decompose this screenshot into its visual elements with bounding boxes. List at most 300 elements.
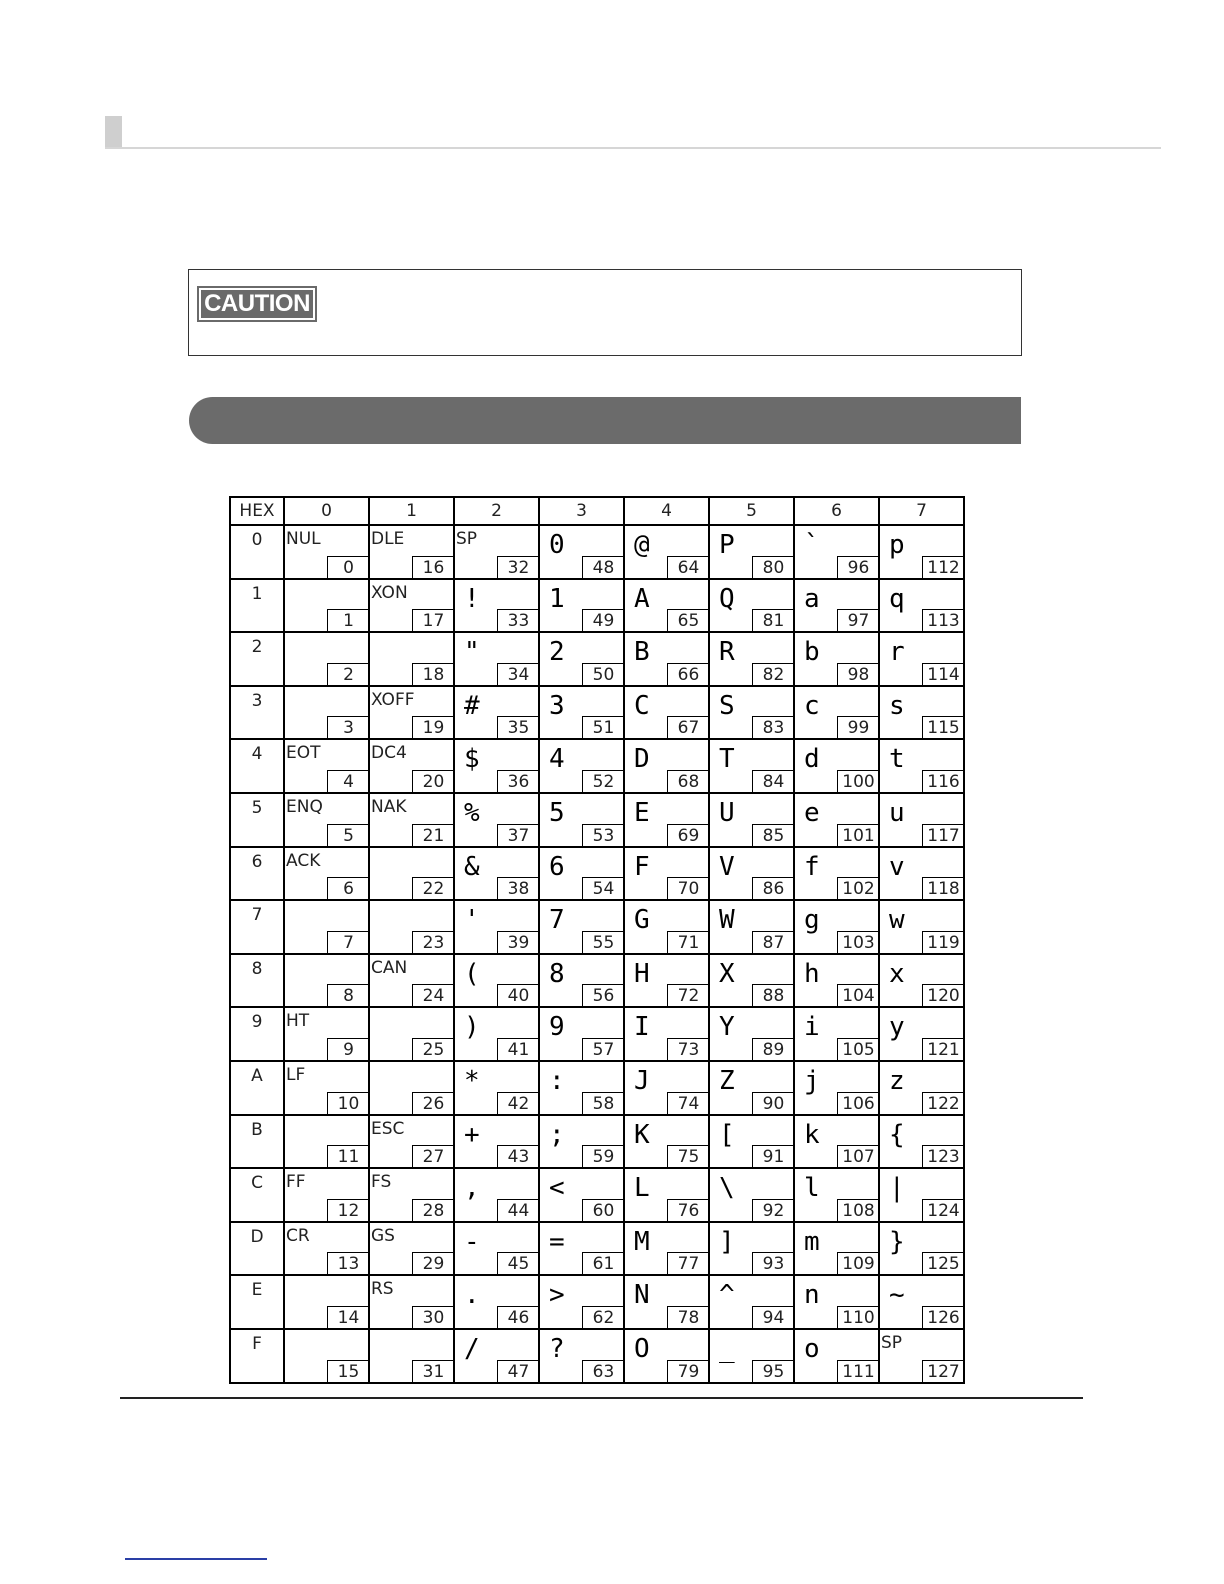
decimal-code: 61 <box>582 1252 624 1275</box>
char-cell <box>284 1007 369 1061</box>
char-cell <box>709 793 794 847</box>
decimal-code: 92 <box>752 1199 794 1222</box>
decimal-code: 30 <box>412 1306 454 1329</box>
char-glyph: # <box>464 690 480 721</box>
decimal-code: 87 <box>752 931 794 954</box>
decimal-code: 8 <box>327 984 369 1007</box>
decimal-code: 93 <box>752 1252 794 1275</box>
char-glyph: 5 <box>549 797 565 828</box>
control-code-name: GS <box>371 1225 395 1246</box>
column-header: 7 <box>879 497 964 525</box>
decimal-code: 110 <box>837 1306 879 1329</box>
decimal-code: 10 <box>327 1092 369 1115</box>
char-cell <box>624 1168 709 1222</box>
char-glyph: o <box>804 1333 820 1364</box>
char-cell <box>284 1275 369 1329</box>
decimal-code: 25 <box>412 1038 454 1061</box>
char-glyph: D <box>634 744 650 775</box>
char-cell <box>794 579 879 633</box>
char-cell <box>284 686 369 740</box>
column-header: 3 <box>539 497 624 525</box>
decimal-code: 98 <box>837 663 879 686</box>
decimal-code: 31 <box>412 1360 454 1383</box>
char-glyph: T <box>719 744 735 775</box>
decimal-code: 17 <box>412 609 454 632</box>
char-cell <box>284 1061 369 1115</box>
char-cell <box>539 793 624 847</box>
decimal-code: 74 <box>667 1092 709 1115</box>
decimal-code: 26 <box>412 1092 454 1115</box>
char-cell <box>284 1115 369 1169</box>
char-cell <box>624 1329 709 1383</box>
row-hex-label: 5 <box>230 793 284 847</box>
row-hex-label: 7 <box>230 900 284 954</box>
row-hex-label: E <box>230 1275 284 1329</box>
control-code-name: DLE <box>371 529 405 549</box>
char-glyph: w <box>889 905 905 936</box>
control-code-name: XOFF <box>371 689 415 710</box>
char-cell <box>879 1275 964 1329</box>
decimal-code: 66 <box>667 663 709 686</box>
row-hex-label: B <box>230 1115 284 1169</box>
char-glyph: x <box>889 958 905 989</box>
control-code-name: HT <box>286 1011 310 1032</box>
decimal-code: 96 <box>837 556 879 579</box>
decimal-code: 56 <box>582 984 624 1007</box>
char-glyph: g <box>804 905 820 936</box>
char-cell <box>284 900 369 954</box>
footer-rule <box>120 1397 1083 1399</box>
decimal-code: 28 <box>412 1199 454 1222</box>
char-glyph: V <box>719 851 735 882</box>
char-cell <box>624 632 709 686</box>
char-glyph: m <box>804 1226 820 1257</box>
char-glyph: [ <box>719 1119 735 1150</box>
control-code-name: XON <box>371 582 408 603</box>
char-cell <box>624 847 709 901</box>
char-glyph: $ <box>464 744 480 775</box>
char-glyph: s <box>889 690 905 721</box>
char-cell <box>284 739 369 793</box>
char-cell <box>624 579 709 633</box>
char-glyph: ] <box>719 1226 735 1257</box>
decimal-code: 124 <box>922 1199 964 1222</box>
char-cell <box>369 632 454 686</box>
decimal-code: 65 <box>667 609 709 632</box>
char-glyph: ! <box>464 583 480 614</box>
decimal-code: 126 <box>922 1306 964 1329</box>
decimal-code: 127 <box>922 1360 964 1383</box>
char-cell <box>284 1168 369 1222</box>
decimal-code: 118 <box>922 877 964 900</box>
decimal-code: 3 <box>327 716 369 739</box>
char-glyph: p <box>889 530 905 560</box>
char-glyph: n <box>804 1280 820 1311</box>
char-cell <box>624 686 709 740</box>
char-glyph: ; <box>549 1119 565 1150</box>
char-cell <box>709 954 794 1008</box>
hex-corner-header: HEX <box>230 497 284 525</box>
char-cell <box>284 793 369 847</box>
char-cell <box>879 1222 964 1276</box>
char-cell <box>284 1329 369 1383</box>
char-cell <box>794 1115 879 1169</box>
char-cell <box>284 954 369 1008</box>
decimal-code: 4 <box>327 770 369 793</box>
char-glyph: R <box>719 637 735 668</box>
char-cell <box>624 1275 709 1329</box>
decimal-code: 125 <box>922 1252 964 1275</box>
row-hex-label: 8 <box>230 954 284 1008</box>
table-row <box>230 1329 964 1383</box>
table-row <box>230 1115 964 1169</box>
row-hex-label: 4 <box>230 739 284 793</box>
decimal-code: 78 <box>667 1306 709 1329</box>
char-cell <box>539 1222 624 1276</box>
decimal-code: 122 <box>922 1092 964 1115</box>
char-cell <box>454 793 539 847</box>
decimal-code: 33 <box>497 609 539 632</box>
header-rule <box>105 147 1161 149</box>
char-glyph: 1 <box>549 583 565 614</box>
decimal-code: 99 <box>837 716 879 739</box>
char-cell <box>624 793 709 847</box>
char-cell <box>709 1222 794 1276</box>
char-glyph: l <box>804 1173 820 1204</box>
char-cell <box>539 632 624 686</box>
decimal-code: 21 <box>412 824 454 847</box>
decimal-code: 44 <box>497 1199 539 1222</box>
char-cell <box>284 847 369 901</box>
char-glyph: & <box>464 851 480 882</box>
char-glyph: v <box>889 851 905 882</box>
char-glyph: c <box>804 690 820 721</box>
char-glyph: . <box>464 1280 480 1311</box>
control-code-name: LF <box>286 1064 306 1085</box>
char-glyph: X <box>719 958 735 989</box>
char-glyph: H <box>634 958 650 989</box>
char-cell <box>539 1275 624 1329</box>
decimal-code: 63 <box>582 1360 624 1383</box>
char-cell <box>369 1275 454 1329</box>
char-cell <box>709 686 794 740</box>
decimal-code: 111 <box>837 1360 879 1383</box>
char-glyph: b <box>804 637 820 668</box>
char-cell <box>454 632 539 686</box>
char-cell <box>879 1115 964 1169</box>
char-cell <box>539 1168 624 1222</box>
control-code-name: NUL <box>286 529 321 549</box>
char-glyph: 7 <box>549 905 565 936</box>
char-glyph: | <box>889 1173 905 1204</box>
char-cell <box>879 739 964 793</box>
char-glyph: G <box>634 905 650 936</box>
char-cell <box>284 1222 369 1276</box>
decimal-code: 116 <box>922 770 964 793</box>
char-cell <box>794 1222 879 1276</box>
char-cell <box>709 632 794 686</box>
table-row <box>230 632 964 686</box>
row-hex-label: C <box>230 1168 284 1222</box>
table-row <box>230 954 964 1008</box>
char-cell <box>539 847 624 901</box>
char-cell <box>794 1168 879 1222</box>
char-glyph: - <box>464 1226 480 1257</box>
char-glyph: \ <box>719 1173 735 1204</box>
char-cell <box>284 579 369 633</box>
char-cell <box>794 739 879 793</box>
decimal-code: 43 <box>497 1145 539 1168</box>
char-glyph: d <box>804 744 820 775</box>
decimal-code: 117 <box>922 824 964 847</box>
decimal-code: 76 <box>667 1199 709 1222</box>
row-hex-label: 3 <box>230 686 284 740</box>
char-cell <box>879 686 964 740</box>
char-glyph: t <box>889 744 905 775</box>
decimal-code: 123 <box>922 1145 964 1168</box>
decimal-code: 32 <box>497 556 539 579</box>
char-cell <box>709 1115 794 1169</box>
decimal-code: 24 <box>412 984 454 1007</box>
char-glyph: " <box>464 637 480 668</box>
decimal-code: 115 <box>922 716 964 739</box>
control-code-name: EOT <box>286 743 321 764</box>
char-cell <box>454 900 539 954</box>
section-heading-bar <box>189 397 1021 444</box>
decimal-code: 79 <box>667 1360 709 1383</box>
decimal-code: 46 <box>497 1306 539 1329</box>
control-code-name: SP <box>881 1332 903 1353</box>
char-cell <box>624 739 709 793</box>
char-glyph: ~ <box>889 1280 905 1311</box>
char-cell <box>879 1168 964 1222</box>
char-glyph: W <box>719 905 735 936</box>
char-glyph: = <box>549 1226 565 1257</box>
char-cell <box>539 900 624 954</box>
char-glyph: 0 <box>549 530 565 560</box>
char-glyph: f <box>804 851 820 882</box>
char-glyph: j <box>804 1065 820 1096</box>
decimal-code: 105 <box>837 1038 879 1061</box>
char-glyph: } <box>889 1226 905 1257</box>
table-row <box>230 579 964 633</box>
decimal-code: 119 <box>922 931 964 954</box>
decimal-code: 91 <box>752 1145 794 1168</box>
decimal-code: 47 <box>497 1360 539 1383</box>
decimal-code: 67 <box>667 716 709 739</box>
column-header: 2 <box>454 497 539 525</box>
decimal-code: 53 <box>582 824 624 847</box>
char-glyph: k <box>804 1119 820 1150</box>
column-header: 6 <box>794 497 879 525</box>
decimal-code: 41 <box>497 1038 539 1061</box>
char-cell <box>369 1115 454 1169</box>
char-cell <box>369 686 454 740</box>
table-row <box>230 1275 964 1329</box>
char-cell <box>539 579 624 633</box>
char-glyph: 2 <box>549 637 565 668</box>
char-cell <box>709 579 794 633</box>
control-code-name: ENQ <box>286 796 323 817</box>
char-cell <box>454 579 539 633</box>
char-cell <box>879 793 964 847</box>
char-cell <box>454 1275 539 1329</box>
row-hex-label: A <box>230 1061 284 1115</box>
table-row <box>230 1061 964 1115</box>
decimal-code: 52 <box>582 770 624 793</box>
char-glyph: , <box>464 1173 480 1204</box>
char-cell <box>454 847 539 901</box>
char-glyph: r <box>889 637 905 668</box>
table-row <box>230 1168 964 1222</box>
decimal-code: 42 <box>497 1092 539 1115</box>
decimal-code: 58 <box>582 1092 624 1115</box>
decimal-code: 113 <box>922 609 964 632</box>
char-glyph: q <box>889 583 905 614</box>
decimal-code: 14 <box>327 1306 369 1329</box>
decimal-code: 112 <box>922 556 964 579</box>
control-code-name: ACK <box>286 850 321 871</box>
decimal-code: 71 <box>667 931 709 954</box>
char-glyph: + <box>464 1119 480 1150</box>
char-cell <box>539 525 624 579</box>
control-code-name: SP <box>456 529 478 549</box>
decimal-code: 108 <box>837 1199 879 1222</box>
char-glyph: Q <box>719 583 735 614</box>
char-cell <box>794 632 879 686</box>
char-cell <box>369 793 454 847</box>
decimal-code: 55 <box>582 931 624 954</box>
char-glyph: { <box>889 1119 905 1150</box>
control-code-name: DC4 <box>371 743 407 764</box>
decimal-code: 0 <box>327 556 369 579</box>
char-glyph: K <box>634 1119 650 1150</box>
char-glyph: a <box>804 583 820 614</box>
row-hex-label: D <box>230 1222 284 1276</box>
char-glyph: ) <box>464 1012 480 1043</box>
char-glyph: B <box>634 637 650 668</box>
char-cell <box>709 1275 794 1329</box>
char-glyph: S <box>719 690 735 721</box>
char-cell <box>369 1007 454 1061</box>
control-code-name: RS <box>371 1279 394 1300</box>
char-glyph: : <box>549 1065 565 1096</box>
char-cell <box>709 525 794 579</box>
decimal-code: 106 <box>837 1092 879 1115</box>
char-glyph: N <box>634 1280 650 1311</box>
decimal-code: 83 <box>752 716 794 739</box>
char-cell <box>794 525 879 579</box>
char-glyph: 8 <box>549 958 565 989</box>
char-cell <box>369 1168 454 1222</box>
char-cell <box>879 900 964 954</box>
table-row <box>230 1007 964 1061</box>
char-glyph: @ <box>634 530 650 560</box>
decimal-code: 18 <box>412 663 454 686</box>
control-code-name: NAK <box>371 796 407 817</box>
char-cell <box>879 632 964 686</box>
decimal-code: 19 <box>412 716 454 739</box>
char-glyph: u <box>889 797 905 828</box>
char-cell <box>454 1329 539 1383</box>
decimal-code: 40 <box>497 984 539 1007</box>
char-cell <box>369 1329 454 1383</box>
decimal-code: 39 <box>497 931 539 954</box>
decimal-code: 54 <box>582 877 624 900</box>
char-cell <box>369 579 454 633</box>
decimal-code: 94 <box>752 1306 794 1329</box>
char-cell <box>539 739 624 793</box>
char-glyph: Y <box>719 1012 735 1043</box>
char-cell <box>369 739 454 793</box>
decimal-code: 64 <box>667 556 709 579</box>
char-glyph: 3 <box>549 690 565 721</box>
char-glyph: M <box>634 1226 650 1257</box>
decimal-code: 120 <box>922 984 964 1007</box>
char-glyph: < <box>549 1173 565 1204</box>
decimal-code: 75 <box>667 1145 709 1168</box>
char-cell <box>709 847 794 901</box>
control-code-name: CAN <box>371 957 408 978</box>
decimal-code: 50 <box>582 663 624 686</box>
char-glyph: F <box>634 851 650 882</box>
char-cell <box>624 1061 709 1115</box>
char-cell <box>454 1061 539 1115</box>
decimal-code: 73 <box>667 1038 709 1061</box>
char-glyph: % <box>464 797 480 828</box>
char-cell <box>794 847 879 901</box>
decimal-code: 1 <box>327 609 369 632</box>
char-cell <box>879 847 964 901</box>
char-cell <box>794 1329 879 1383</box>
decimal-code: 72 <box>667 984 709 1007</box>
decimal-code: 69 <box>667 824 709 847</box>
decimal-code: 2 <box>327 663 369 686</box>
char-glyph: Z <box>719 1065 735 1096</box>
decimal-code: 6 <box>327 877 369 900</box>
decimal-code: 35 <box>497 716 539 739</box>
char-glyph: y <box>889 1012 905 1043</box>
decimal-code: 60 <box>582 1199 624 1222</box>
char-cell <box>624 954 709 1008</box>
decimal-code: 20 <box>412 770 454 793</box>
decimal-code: 77 <box>667 1252 709 1275</box>
control-code-name: CR <box>286 1225 310 1246</box>
char-cell <box>454 1168 539 1222</box>
decimal-code: 22 <box>412 877 454 900</box>
char-cell <box>454 1115 539 1169</box>
table-row <box>230 739 964 793</box>
decimal-code: 86 <box>752 877 794 900</box>
table-header-row <box>230 497 964 525</box>
decimal-code: 38 <box>497 877 539 900</box>
char-glyph: J <box>634 1065 650 1096</box>
table-row <box>230 686 964 740</box>
char-glyph: _ <box>719 1333 735 1364</box>
char-cell <box>794 900 879 954</box>
decimal-code: 95 <box>752 1360 794 1383</box>
char-cell <box>794 793 879 847</box>
char-cell <box>454 1222 539 1276</box>
char-glyph: ` <box>804 530 820 560</box>
char-cell <box>794 686 879 740</box>
char-cell <box>624 1115 709 1169</box>
char-glyph: ' <box>464 905 480 936</box>
char-cell <box>624 900 709 954</box>
char-glyph: * <box>464 1065 480 1096</box>
char-cell <box>879 1329 964 1383</box>
column-header: 1 <box>369 497 454 525</box>
